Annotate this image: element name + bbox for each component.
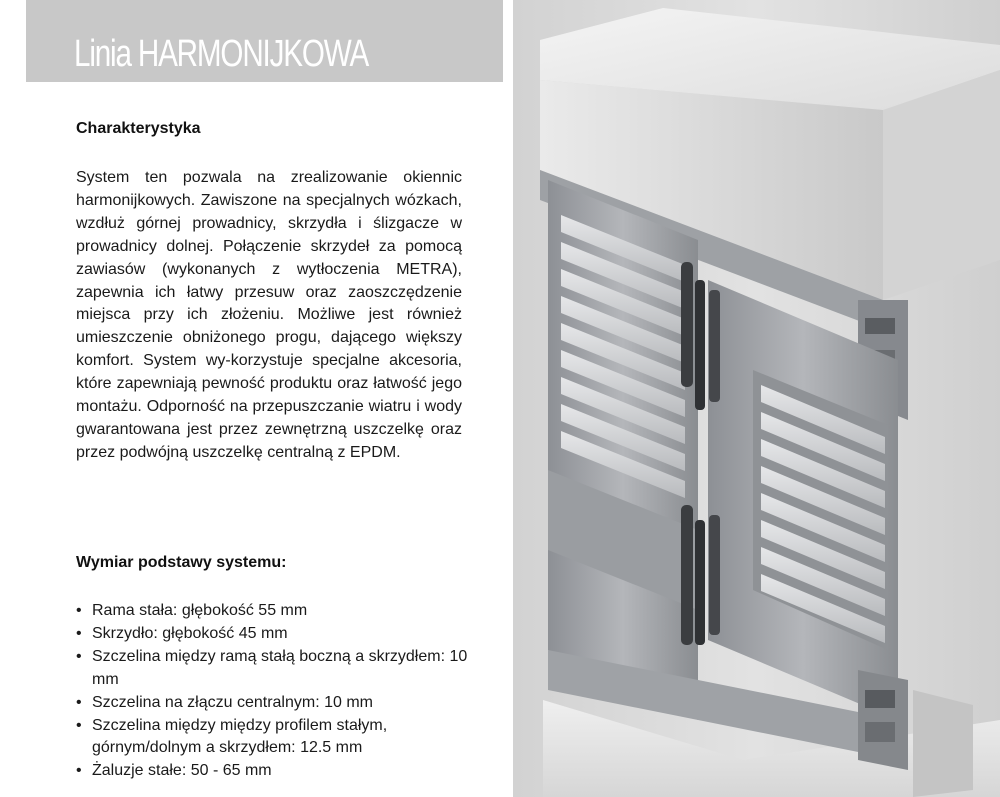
list-item-text: Rama stała: głębokość 55 mm xyxy=(92,602,308,619)
bullet-icon: • xyxy=(76,624,82,642)
list-item-text: Skrzydło: głębokość 45 mm xyxy=(92,624,288,642)
bullet-icon: • xyxy=(76,602,82,619)
characteristics-section xyxy=(76,120,462,465)
characteristics-heading: Charakterystyka xyxy=(76,120,201,137)
bullet-icon: • xyxy=(76,716,82,734)
hinge-icon xyxy=(681,505,720,645)
list-item xyxy=(76,715,476,761)
list-item xyxy=(76,692,476,715)
bottom-rail-section xyxy=(858,670,908,770)
list-item xyxy=(76,600,476,623)
dimensions-list xyxy=(76,600,476,783)
list-item xyxy=(76,646,476,692)
header-band xyxy=(26,0,503,82)
list-item-text: Szczelina na złączu centralnym: 10 mm xyxy=(92,693,373,711)
rail-slot xyxy=(865,690,895,708)
list-item-text: Żaluzje stałe: 50 - 65 mm xyxy=(92,762,272,780)
characteristics-body: System ten pozwala na zrealizowanie okiennic harmonijkowych. Zawiszone na specjalnych wózkach, wzdłuż górnej prowadnicy, skrzydła i ślizgacze w prowadnicy dolnej. Połączenie skrzydeł za pomocą zawiasów (wykonanych z wytłoczenia METRA), zapewnia ich łatwy przesuw oraz zaoszczędzenie miejsca przy ich złożeniu. Możliwe jest również umieszczenie obniżonego progu, dającego większy komfort. System wy-korzystuje specjalne akcesoria, które zapewniają pewność produktu oraz łatwość jego montażu. Odporność na przepuszczanie wiatru i wody gwarantowana jest przez zewnętrzną uszczelkę oraz przez podwójną uszczelkę centralną z EPDM. xyxy=(76,169,462,461)
list-item xyxy=(76,760,476,783)
list-item-text: Szczelina między między profilem stałym, górnym/dolnym a skrzydłem: 12.5 mm xyxy=(92,716,388,757)
dimensions-heading: Wymiar podstawy systemu: xyxy=(76,554,287,571)
rail-slot xyxy=(865,318,895,334)
list-item xyxy=(76,623,476,646)
bullet-icon: • xyxy=(76,693,82,711)
bullet-icon: • xyxy=(76,762,82,780)
page-title: Linia HARMONIJKOWA xyxy=(74,33,369,75)
top-box-side xyxy=(883,70,1000,300)
list-item-text: Szczelina między ramą stałą boczną a skrzydłem: 10 mm xyxy=(92,647,468,688)
base-plate-side xyxy=(913,690,973,797)
rail-slot xyxy=(865,722,895,742)
shutter-render-image xyxy=(513,0,1000,797)
bullet-icon: • xyxy=(76,647,82,665)
product-photo xyxy=(513,0,1000,797)
